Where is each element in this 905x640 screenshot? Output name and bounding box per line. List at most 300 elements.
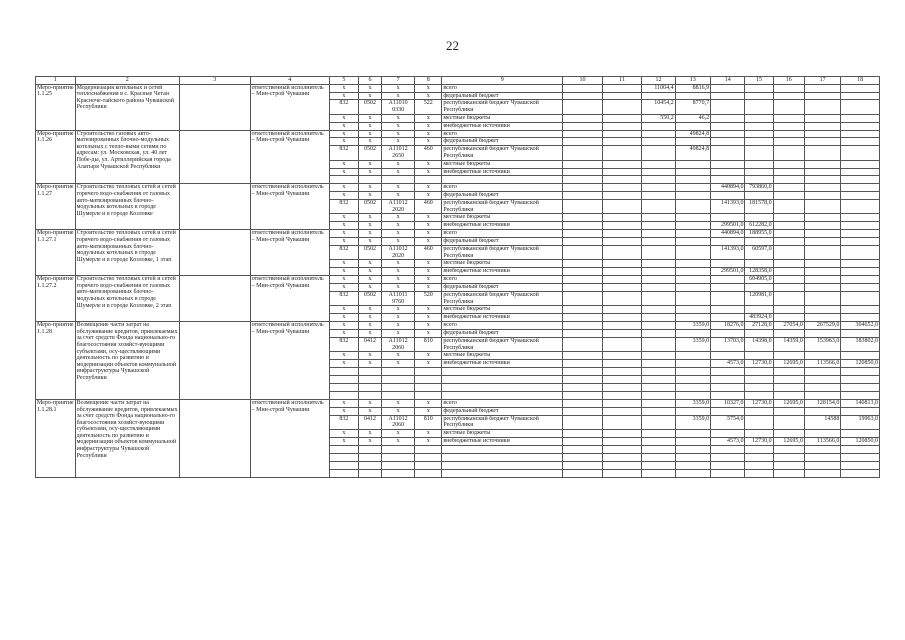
empty-cell (745, 461, 773, 469)
empty-cell (773, 453, 804, 461)
amount-cell (711, 306, 745, 314)
amount-cell (602, 130, 642, 138)
amount-cell (675, 276, 710, 284)
column-number: 11 (602, 77, 642, 85)
amount-cell (563, 100, 603, 114)
empty-cell (642, 461, 675, 469)
amount-cell (745, 92, 773, 100)
amount-cell (841, 306, 880, 314)
measure-id: Меро-приятие 1.1.25 (36, 84, 76, 130)
empty-cell (381, 453, 414, 461)
amount-cell (675, 184, 710, 192)
code-cell: A11012 2060 (381, 338, 414, 352)
empty-cell (415, 368, 442, 376)
amount-cell: 120850,0 (841, 437, 880, 445)
amount-cell (675, 238, 710, 246)
code-cell: 520 (415, 292, 442, 306)
code-cell: x (381, 114, 414, 122)
amount-cell: 13703,0 (711, 338, 745, 352)
code-cell: x (415, 314, 442, 322)
amount-cell (745, 84, 773, 92)
amount-cell (563, 314, 603, 322)
amount-cell (841, 84, 880, 92)
amount-cell: 14359,0 (773, 338, 804, 352)
empty-cell (415, 445, 442, 453)
funding-source-cell: всего (442, 130, 563, 138)
amount-cell (711, 168, 745, 176)
amount-cell (642, 352, 675, 360)
empty-cell (711, 461, 745, 469)
column-number: 1 (36, 77, 76, 85)
amount-cell (804, 230, 840, 238)
amount-cell (642, 92, 675, 100)
empty-cell (563, 469, 603, 477)
amount-cell (563, 322, 603, 330)
empty-cell (415, 461, 442, 469)
empty-cell (415, 469, 442, 477)
code-cell: A11012 2020 (381, 200, 414, 214)
amount-cell (773, 168, 804, 176)
amount-cell (773, 100, 804, 114)
amount-cell (642, 222, 675, 230)
amount-cell (773, 276, 804, 284)
amount-cell: 183802,0 (841, 338, 880, 352)
code-cell: x (329, 214, 358, 222)
funding-source-cell: республиканский бюджет Чувашской Республики (442, 100, 563, 114)
funding-source-cell: всего (442, 184, 563, 192)
amount-cell (773, 138, 804, 146)
amount-cell: 4573,0 (711, 360, 745, 368)
column-number: 16 (773, 77, 804, 85)
empty-cell (381, 376, 414, 384)
funding-source-cell: всего (442, 276, 563, 284)
amount-cell: 128154,0 (804, 399, 840, 407)
amount-cell (711, 284, 745, 292)
code-cell: x (329, 222, 358, 230)
code-cell: x (415, 138, 442, 146)
amount-cell: 141393,0 (711, 200, 745, 214)
code-cell: x (415, 214, 442, 222)
amount-cell: 11004,4 (642, 84, 675, 92)
column-number: 3 (179, 77, 250, 85)
empty-cell (602, 384, 642, 392)
code-cell: 460 (415, 200, 442, 214)
amount-cell (773, 146, 804, 160)
code-cell: x (381, 260, 414, 268)
code-cell: 810 (415, 338, 442, 352)
column-number: 10 (563, 77, 603, 85)
program-funding-table (35, 76, 880, 478)
empty-cell (329, 176, 358, 184)
amount-cell (804, 268, 840, 276)
amount-cell (602, 222, 642, 230)
code-cell: x (329, 429, 358, 437)
empty-cell (773, 469, 804, 477)
code-cell: x (415, 184, 442, 192)
amount-cell (804, 407, 840, 415)
empty-cell (841, 368, 880, 376)
amount-cell (773, 330, 804, 338)
empty-cell (675, 176, 710, 184)
code-cell: x (329, 192, 358, 200)
amount-cell (841, 330, 880, 338)
amount-cell (773, 246, 804, 260)
amount-cell (563, 399, 603, 407)
measure-executor: ответственный исполнитель – Мин-строй Чувашии (250, 84, 329, 130)
code-cell: 0502 (358, 246, 381, 260)
code-cell: x (329, 352, 358, 360)
empty-cell (329, 453, 358, 461)
amount-cell (675, 292, 710, 306)
code-cell: x (381, 84, 414, 92)
amount-cell (804, 246, 840, 260)
amount-cell (711, 130, 745, 138)
funding-source-cell: внебюджетные источники (442, 268, 563, 276)
amount-cell: 14588 (804, 415, 840, 429)
amount-cell (563, 238, 603, 246)
code-cell: x (358, 138, 381, 146)
amount-cell: 12695,0 (773, 360, 804, 368)
code-cell: 0502 (358, 292, 381, 306)
code-cell: x (329, 168, 358, 176)
amount-cell (602, 192, 642, 200)
column-number: 8 (415, 77, 442, 85)
empty-cell (745, 368, 773, 376)
amount-cell: 18276,0 (711, 322, 745, 330)
code-cell: x (381, 184, 414, 192)
amount-cell (773, 429, 804, 437)
amount-cell: 181578,0 (745, 200, 773, 214)
empty-cell (804, 453, 840, 461)
amount-cell (563, 230, 603, 238)
amount-cell (602, 276, 642, 284)
code-cell: 832 (329, 146, 358, 160)
amount-cell (841, 122, 880, 130)
code-cell: x (358, 92, 381, 100)
amount-cell: 46,2 (675, 114, 710, 122)
funding-source-cell: федеральный бюджет (442, 138, 563, 146)
code-cell: x (329, 138, 358, 146)
empty-cell (841, 391, 880, 399)
code-cell: 522 (415, 100, 442, 114)
amount-cell (602, 314, 642, 322)
code-cell: x (329, 114, 358, 122)
amount-cell (711, 146, 745, 160)
empty-cell (358, 453, 381, 461)
code-cell: x (329, 314, 358, 322)
empty-cell (563, 391, 603, 399)
amount-cell (804, 84, 840, 92)
measure-executor: ответственный исполнитель – Мин-строй Чувашии (250, 399, 329, 477)
amount-cell (563, 214, 603, 222)
amount-cell: 153963,0 (804, 338, 840, 352)
code-cell: x (381, 138, 414, 146)
amount-cell (841, 314, 880, 322)
amount-cell (804, 292, 840, 306)
amount-cell (773, 84, 804, 92)
empty-cell (381, 176, 414, 184)
code-cell: x (381, 437, 414, 445)
amount-cell (773, 260, 804, 268)
empty-cell (804, 384, 840, 392)
code-cell: x (415, 399, 442, 407)
amount-cell (675, 200, 710, 214)
amount-cell (773, 314, 804, 322)
amount-cell (841, 268, 880, 276)
empty-cell (675, 469, 710, 477)
amount-cell (745, 214, 773, 222)
amount-cell (675, 160, 710, 168)
amount-cell (602, 184, 642, 192)
code-cell: A11012 2020 (381, 246, 414, 260)
amount-cell: 3359,0 (675, 415, 710, 429)
empty-cell (563, 376, 603, 384)
code-cell: x (358, 238, 381, 246)
funding-source-cell: всего (442, 84, 563, 92)
amount-cell (675, 314, 710, 322)
amount-cell (602, 214, 642, 222)
funding-source-cell: федеральный бюджет (442, 238, 563, 246)
amount-cell (711, 160, 745, 168)
amount-cell (745, 238, 773, 246)
code-cell: x (415, 352, 442, 360)
amount-cell (841, 407, 880, 415)
amount-cell: 440894,0 (711, 184, 745, 192)
empty-cell (329, 384, 358, 392)
empty-cell (804, 391, 840, 399)
code-cell: x (329, 268, 358, 276)
code-cell: x (415, 429, 442, 437)
code-cell: x (381, 429, 414, 437)
code-cell: x (415, 160, 442, 168)
amount-cell (563, 330, 603, 338)
code-cell: 832 (329, 415, 358, 429)
amount-cell (602, 84, 642, 92)
table-row (36, 184, 880, 192)
amount-cell: 267529,0 (804, 322, 840, 330)
amount-cell (642, 360, 675, 368)
empty-cell (642, 176, 675, 184)
amount-cell (745, 160, 773, 168)
table-row (36, 322, 880, 330)
amount-cell (745, 306, 773, 314)
amount-cell (642, 284, 675, 292)
amount-cell (804, 168, 840, 176)
measure-name: Строительство тепловых сетей и сетей горячего водо-снабжения от газовых авто-матизированных блочно-модульных котельных в городе Шумерле и в городе Козловке, 2 этап (75, 276, 179, 322)
amount-cell (773, 130, 804, 138)
amount-cell (602, 330, 642, 338)
code-cell: x (358, 168, 381, 176)
empty-cell (329, 445, 358, 453)
amount-cell (602, 415, 642, 429)
funding-source-cell: республиканский бюджет Чувашской Республики (442, 146, 563, 160)
measure-name: Возмещение части затрат на обслуживание кредитов, привлекаемых за счет средств Фонда национально-го благосостояния хозяйст-вующими субъектами, осу-ществляющими деятельность по развитию и модернизации объектов коммунальной инфраструктуры Чувашской Республики (75, 322, 179, 400)
amount-cell (841, 184, 880, 192)
code-cell: x (381, 214, 414, 222)
amount-cell (563, 222, 603, 230)
amount-cell (602, 360, 642, 368)
amount-cell (642, 429, 675, 437)
funding-source-cell: внебюджетные источники (442, 314, 563, 322)
empty-cell (745, 391, 773, 399)
empty-cell (358, 461, 381, 469)
empty-cell (602, 445, 642, 453)
amount-cell (804, 184, 840, 192)
code-cell: 832 (329, 292, 358, 306)
empty-cell (841, 376, 880, 384)
amount-cell (563, 114, 603, 122)
funding-source-cell: всего (442, 322, 563, 330)
empty-cell (442, 453, 563, 461)
empty-cell (602, 453, 642, 461)
amount-cell: 19963,0 (841, 415, 880, 429)
column-number-row (36, 77, 880, 85)
amount-cell (642, 437, 675, 445)
amount-cell (745, 284, 773, 292)
amount-cell (745, 415, 773, 429)
amount-cell (841, 352, 880, 360)
code-cell: x (415, 322, 442, 330)
amount-cell (841, 214, 880, 222)
empty-cell (381, 469, 414, 477)
amount-cell (804, 314, 840, 322)
code-cell: x (381, 284, 414, 292)
amount-cell (602, 168, 642, 176)
code-cell: x (329, 184, 358, 192)
amount-cell (642, 260, 675, 268)
amount-cell (841, 192, 880, 200)
empty-cell (711, 176, 745, 184)
amount-cell (804, 429, 840, 437)
amount-cell (642, 407, 675, 415)
amount-cell: 3359,0 (675, 399, 710, 407)
amount-cell: 49824,8 (675, 146, 710, 160)
empty-cell (711, 469, 745, 477)
amount-cell (711, 92, 745, 100)
code-cell: x (358, 130, 381, 138)
empty-cell (804, 368, 840, 376)
code-cell: 0412 (358, 415, 381, 429)
code-cell: x (329, 360, 358, 368)
code-cell: x (381, 306, 414, 314)
code-cell: x (415, 222, 442, 230)
empty-cell (841, 461, 880, 469)
code-cell: x (381, 238, 414, 246)
amount-cell (745, 100, 773, 114)
amount-cell (675, 360, 710, 368)
code-cell: x (358, 122, 381, 130)
code-cell: x (329, 122, 358, 130)
funding-source-cell: всего (442, 230, 563, 238)
amount-cell (711, 330, 745, 338)
amount-cell (804, 114, 840, 122)
code-cell: x (415, 84, 442, 92)
code-cell: x (329, 322, 358, 330)
code-cell: x (381, 276, 414, 284)
amount-cell (602, 160, 642, 168)
empty-cell (381, 384, 414, 392)
amount-cell (602, 399, 642, 407)
empty-cell (602, 376, 642, 384)
amount-cell (642, 330, 675, 338)
empty-cell (745, 453, 773, 461)
amount-cell (841, 230, 880, 238)
code-cell: x (358, 284, 381, 292)
amount-cell: 8816,9 (675, 84, 710, 92)
code-cell: 832 (329, 338, 358, 352)
empty-cell (329, 376, 358, 384)
code-cell: x (358, 214, 381, 222)
code-cell: x (358, 352, 381, 360)
amount-cell (773, 407, 804, 415)
amount-cell (602, 114, 642, 122)
empty-cell (415, 376, 442, 384)
amount-cell (773, 352, 804, 360)
empty-cell (675, 368, 710, 376)
amount-cell (563, 192, 603, 200)
funding-source-cell: республиканский бюджет Чувашской Республики (442, 200, 563, 214)
table-row (36, 276, 880, 284)
amount-cell (642, 314, 675, 322)
amount-cell: 60597,0 (745, 246, 773, 260)
amount-cell (804, 330, 840, 338)
amount-cell (642, 292, 675, 306)
code-cell: x (358, 314, 381, 322)
amount-cell (804, 138, 840, 146)
amount-cell (773, 238, 804, 246)
code-cell: x (358, 306, 381, 314)
funding-source-cell: внебюджетные источники (442, 360, 563, 368)
measure-col3 (179, 230, 250, 276)
amount-cell (711, 114, 745, 122)
code-cell: 0502 (358, 100, 381, 114)
amount-cell (841, 200, 880, 214)
amount-cell (642, 238, 675, 246)
amount-cell (773, 306, 804, 314)
code-cell: x (329, 306, 358, 314)
amount-cell (602, 100, 642, 114)
code-cell: x (381, 92, 414, 100)
empty-cell (329, 461, 358, 469)
code-cell: x (415, 330, 442, 338)
column-number: 18 (841, 77, 880, 85)
amount-cell (602, 284, 642, 292)
page-number: 22 (446, 38, 459, 53)
code-cell: x (381, 330, 414, 338)
amount-cell (711, 260, 745, 268)
code-cell: x (329, 276, 358, 284)
amount-cell: 483924,0 (745, 314, 773, 322)
empty-cell (563, 176, 603, 184)
amount-cell (773, 92, 804, 100)
amount-cell (675, 437, 710, 445)
amount-cell (804, 146, 840, 160)
funding-source-cell: внебюджетные источники (442, 222, 563, 230)
amount-cell: 113566,0 (804, 437, 840, 445)
code-cell: x (358, 230, 381, 238)
measure-name: Строительство тепловых сетей и сетей горячего водо-снабжения от газовых авто-матизированных блочно-модульных котельных в городе Шумерле и в городе Козловке (75, 184, 179, 230)
amount-cell (804, 306, 840, 314)
amount-cell (841, 260, 880, 268)
empty-cell (642, 469, 675, 477)
amount-cell (804, 352, 840, 360)
amount-cell (602, 230, 642, 238)
code-cell: x (415, 306, 442, 314)
amount-cell (675, 330, 710, 338)
amount-cell (602, 92, 642, 100)
column-number: 17 (804, 77, 840, 85)
amount-cell (745, 130, 773, 138)
